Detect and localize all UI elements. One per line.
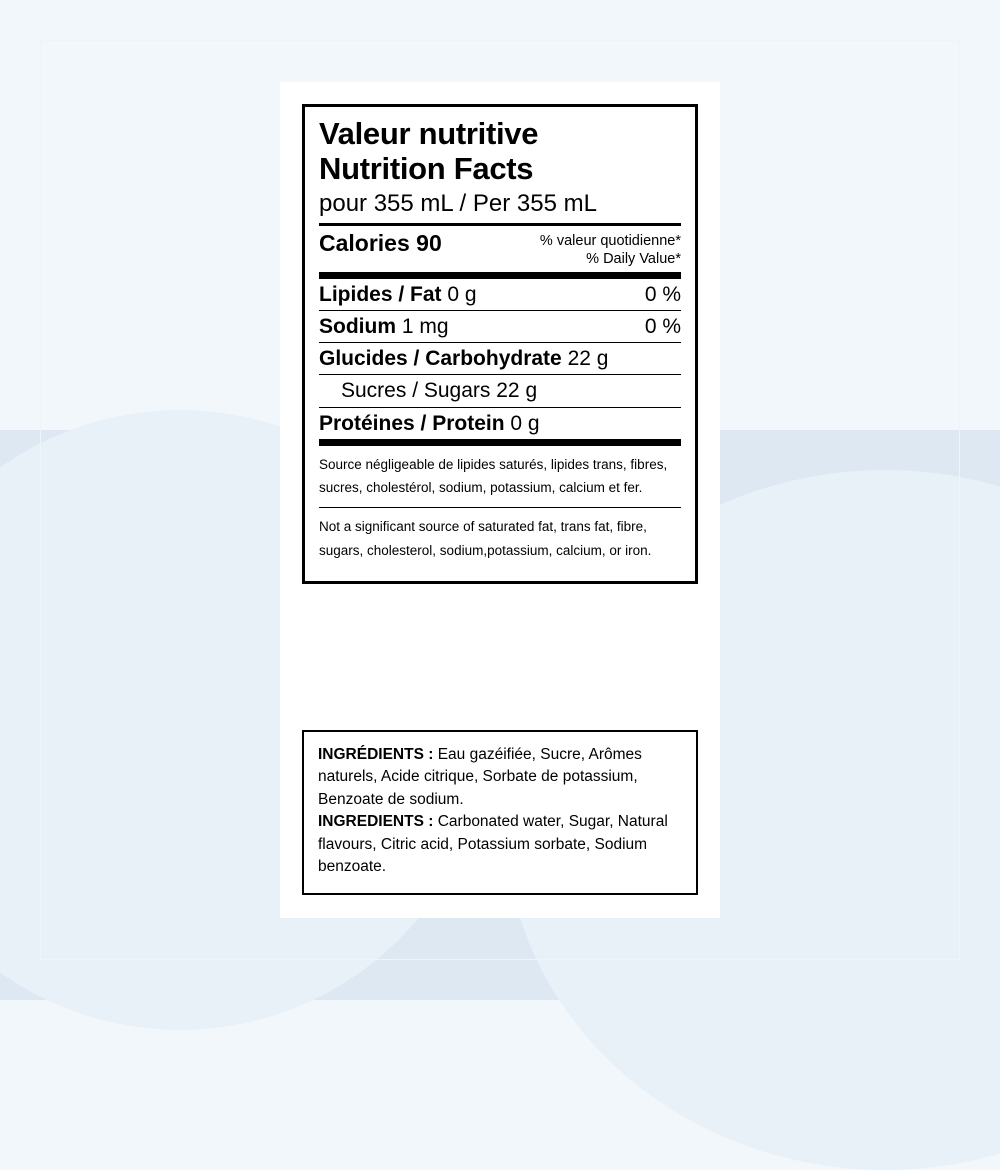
ingredients-text-fr: Eau gazéifiée, Sucre, Arômes naturels, Acide citrique, Sorbate de potassium, Benzoate de sodium. <box>318 746 642 808</box>
nutrient-name-cell <box>319 346 608 371</box>
nutrition-facts-panel <box>302 104 698 584</box>
divider-above-footnotes <box>319 439 681 446</box>
nutrition-title-fr: Valeur nutritive <box>319 116 539 151</box>
nutrition-title-en: Nutrition Facts <box>319 150 534 186</box>
table-row <box>319 311 681 342</box>
nutrient-amount: 1 mg <box>401 315 449 339</box>
daily-value-header <box>540 230 681 269</box>
calories-label: Calories <box>319 229 410 256</box>
nutrient-name: Protéines / Protein <box>319 411 505 435</box>
nutrient-amount: 0 g <box>447 282 477 306</box>
table-row <box>319 279 681 310</box>
calories-label-group <box>319 230 442 257</box>
nutrient-name: Lipides / Fat <box>319 282 442 306</box>
daily-value-header-fr: % valeur quotidienne* <box>539 232 681 249</box>
ingredients-fr <box>318 744 682 811</box>
divider-below-calories <box>319 272 681 279</box>
nutrient-name: Sodium <box>319 315 396 339</box>
table-row <box>319 375 681 406</box>
footnote-en: Not a significant source of saturated fat, trans fat, fibre, sugars, cholesterol, sodium,potassium, calcium, or iron. <box>319 519 652 558</box>
calories-row <box>319 226 681 272</box>
nutrient-name-cell <box>319 282 477 307</box>
ingredients-label-fr: INGRÉDIENTS : <box>318 746 434 763</box>
ingredients-text-en: Carbonated water, Sugar, Natural flavours, Citric acid, Potassium sorbate, Sodium benzoate. <box>318 813 668 876</box>
nutrient-name-cell <box>341 378 537 403</box>
product-label-card <box>280 82 720 918</box>
nutrient-amount: 0 g <box>510 411 540 435</box>
ingredients-panel <box>302 730 698 895</box>
table-row <box>319 408 681 439</box>
serving-size: pour 355 mL / Per 355 mL <box>319 190 597 218</box>
nutrient-name-cell <box>319 411 540 436</box>
daily-value-header-en: % Daily Value* <box>586 251 681 268</box>
nutrient-name: Sucres / Sugars <box>341 379 491 403</box>
nutrient-amount: 22 g <box>496 379 538 403</box>
nutrient-name: Glucides / Carbohydrate <box>319 347 562 371</box>
ingredients-en <box>318 811 682 878</box>
nutrient-daily-value: 0 % <box>644 283 681 307</box>
ingredients-label-en: INGREDIENTS : <box>318 813 434 831</box>
nutrient-name-cell <box>319 314 449 339</box>
calories-value: 90 <box>416 229 442 256</box>
footnote-fr: Source négligeable de lipides saturés, lipides trans, fibres, sucres, cholestérol, sodium, potassium, calcium et fer. <box>319 456 668 496</box>
nutrient-amount: 22 g <box>567 347 609 371</box>
table-row <box>319 343 681 374</box>
nutrient-daily-value: 0 % <box>644 315 681 339</box>
